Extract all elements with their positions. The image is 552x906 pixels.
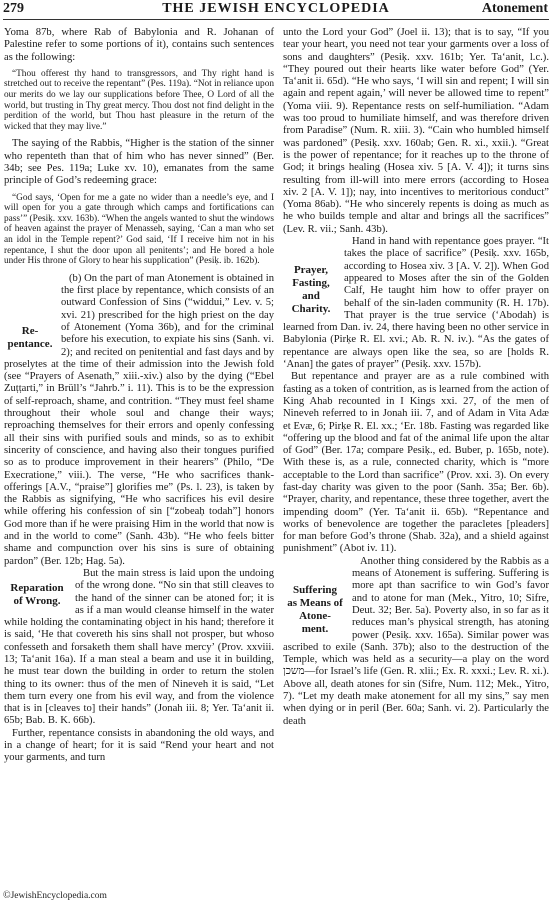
side-heading-reparation: Reparation of Wrong. bbox=[10, 581, 64, 607]
left-paragraph-1: Yoma 87b, where Rab of Babylonia and R. Johanan of Palestine refer to some portions of it), contains such sentences as the following: bbox=[4, 27, 274, 63]
side-heading-prayer: Prayer, Fasting, and Charity. bbox=[291, 264, 331, 316]
running-title: THE JEWISH ENCYCLOPEDIA bbox=[162, 1, 390, 16]
left-paragraph-2: The saying of the Rabbis, “Higher is the station of the sinner who repenteth than that of him who has never sinned” (Ber. 34b; see Pes. 119a; Luke xv. 10), emanates from the same principle of God’s redeeming grace: bbox=[4, 138, 274, 187]
left-paragraph-4: But the main stress is laid upon the undoing of the wrong done. “No sin that still cleaves to the hand of the sinner can be atoned for; it is as if a man would cleanse himself in the water while holding the contaminating object in his hand; therefore it is said, ‘He that covereth his sins shall not prosper, but whoso confesseth and forsaketh them shall have mercy’ (Prov. xxviii. 13; Ta‘anit 16a). If a man steal a beam and use it in building, he must tear down the building in order to return the stolen thing to its owner: thus of the men of Nineveh it is said, “Let them turn every one from his evil way, and from the violence that is in [cleaves to] their hands” (Jonah iii. 8; Yer. Ta‘anit ii. 65b; Bab. B. K. 66b). bbox=[4, 567, 274, 727]
footer-site[interactable]: JewishEncyclopedia.com bbox=[10, 891, 107, 901]
left-paragraph-3: (b) On the part of man Atonement is obtained in the first place by repentance, which consists of an outward Confession of Sins (“widdui,” Lev. v. 5; xvi. 21) prescribed for the high priest on the day of Atonement (Yoma 36b), and for the criminal before his execution, to expiate his sins (Sanh. vi. 2); and recited on penitential and fast days and by proselytes at the time of their admission into the Jewish fold (see “Prayers of Asenath,” xiii.-xiv.) also by the dying (“Ebel Zuṭṭarti,” in Brüll’s “Jahrb.” i. 11). This is to be the expression of self-reproach, shame, and contrition. “They must feel shame throughout their whole soul and change their ways; reproaching themselves for their errors and openly confessing all their sins with purified souls and minds, so as to exhibit sincerity of conscience, and having also their tongues purified so as to produce improvement in their hearers” (Philo, “De Execratione,” viii.). The verse, “He who sacrifices thank-offerings [A.V., “praise”] glorifies me” (Ps. l. 23), is taken by the Rabbis as signifying, “He who sacrifices his evil desire while offering his confession of sin [“zobeaḥ todah”] honors God more than if he were praising Him in the world that now is and in the world to come” (Sanh. 43b). “He who feels bitter shame and compunction over his sins is sure of obtaining pardon” (Ber. 12b; Hag. 5a). bbox=[4, 272, 274, 567]
right-column bbox=[283, 27, 549, 728]
page-number: 279 bbox=[3, 1, 24, 16]
copyright-icon: © bbox=[3, 890, 11, 901]
left-quote-1: “Thou offerest thy hand to transgressors, and Thy right hand is stretched out to receive the repentant” (Pes. 119a). “Not in reliance upon our merits do we lay our supplications before Thee, O Lord of all the world, but trusting in Thy great mercy. Thou dost not find delight in the perdition of the world, but Thou hast pleasure in the return of the wicked that they may live.” bbox=[4, 68, 274, 132]
right-paragraph-1: unto the Lord your God” (Joel ii. 13); that is to say, “If you tear your heart, you need not tear your garments over a loss of sons and daughters” (Pesiḳ. xxv. 161b; Yer. Ta‘anit, l.c.). “They poured out their hearts like water before God” (Yer. Ta‘anit ii. 65d). “He who says, ‘I will sin and repent; I will sin again and repent again,’ will never be allowed time to repent” (Yoma viii. 9). Repentance rests on self-humiliation. “Adam was too proud to humiliate himself, and was therefore driven from Paradise” (Num. R. xiii. 3). “Cain who humbled himself was pardoned” (Pesiḳ. xxv. 160ab; Gen. R. xi., xxii.). “Great is the power of repentance; for it reaches up to the throne of God; it brings healing (Hosea xiv. 5 [A. V. 4]); it turns sins resulting from ill-will into mere errors (according to Hosea xiv. 2 [A. V. 1]); nay, into incentives to meritorious conduct” (Yoma 86ab). “He who sincerely repents is doing as much as he who builds temple and altar and brings all the sacrifices” (Lev. R. vii.; Sanh. 43b). bbox=[283, 27, 549, 235]
right-paragraph-2: Hand in hand with repentance goes prayer. “It takes the place of sacrifice” (Pesiḳ. xxv. 165b, according to Hosea xiv. 3 [A. V. 2]). When God appeared to Moses after the sin of the Golden Calf, He taught him how to offer prayer on behalf of the sin-laden community (R. H. 17b). That prayer is the true service (‘Abodah) is learned from Dan. iv. 24, there having been no other service in Babylonia (Pirḳe R. El. xvi.; Ab. R. N. iv.). “As the gates of repentance are always open like the sea, so are [holds R. ‘Anan] the gates of prayer” (Pesiḳ. xxv. 157b). bbox=[283, 236, 549, 371]
left-column bbox=[4, 27, 274, 765]
left-paragraph-5: Further, repentance consists in abandoning the old ways, and in a change of heart; for it is said “Rend your heart and not your garments, and turn bbox=[4, 727, 274, 764]
side-heading-repentance: Re- pentance. bbox=[7, 324, 53, 350]
running-topic: Atonement bbox=[481, 1, 548, 16]
side-heading-suffering: Suffering as Means of Atone- ment. bbox=[287, 583, 343, 635]
header-rule bbox=[3, 19, 549, 20]
right-paragraph-4: Another thing considered by the Rabbis as a means of Atonement is suffering. Suffering is more apt than sacrifice to win God’s favor and to atone for man (Mek., Yitro, 10; Sifre, Deut. 32; Ber. 5a). Poverty also, in so far as it reduces man’s physical strength, has atoning power (Pesiḳ. xxv. 165a). Similar power was ascribed to exile (Sanh. 37b); also to the destruction of the Temple, which was held as a security—a play on the word משכן—for Israel’s life (Gen. R. xlii.; Ex. R. xxxi.; Lev. R. xi.). Above all, death atones for sin (Sifre, Num. 112; Mek., Yitro, 7). “Let my death make atonement for all my sins,” say men when dying or in peril (Ber. 60a; Sanh. vi. 2). Particularly the death bbox=[283, 555, 549, 727]
right-paragraph-3: But repentance and prayer are as a rule combined with fasting as a token of contrition, as is learned from the action of King Ahab recounted in I Kings xxi. 27, of the men of Nineveh referred to in Jonah iii. 7, and of Adam in Vita Adæ et Evæ, 6; Pirḳe R. El. xx.; ‘Er. 18b. Fasting was regarded like “offering up the blood and fat of the animal life upon the altar of God” (Ber. 17a; compare Pesiḳ., ed. Buber, p. 165b, note). With these is, as a rule, connected charity, which is “more acceptable to the Lord than sacrifice” (Prov. xxi. 3). On every fast-day charity was given to the poor (Sanh. 35a; Ber. 6b). “Prayer, charity, and repentance, these three together, avert the impending doom” (Yer. Ta‘anit ii. 65b). “Repentance and works of benevolence are together the paracletes [pleaders] for man before God’s throne (Shab. 32a), and a shield against punishment” (Abot iv. 11). bbox=[283, 371, 549, 555]
left-quote-2: “God says, ‘Open for me a gate no wider than a needle’s eye, and I will open for you a gate through which camps and fortifications can pass’” (Pesiḳ. xxv. 163b). “When the angels wanted to shut the windows of heaven against the prayer of Menasseh, saying, ‘Can a man who set an idol in the Temple repent?’ God said, ‘If I receive him not in his repentance, I shut the door upon all penitents’; and He bored a hole under His throne of Glory to hear his supplication” (Pesiḳ. ib. 162b). bbox=[4, 192, 274, 267]
page-footer bbox=[3, 890, 107, 901]
page-header bbox=[0, 0, 552, 20]
